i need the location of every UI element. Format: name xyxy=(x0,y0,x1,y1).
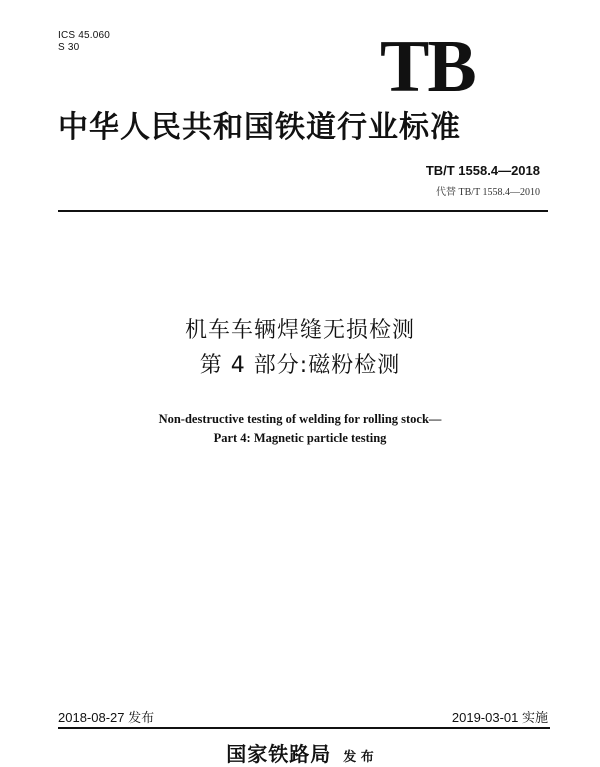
replaces-standard: 代替 TB/T 1558.4—2010 xyxy=(436,187,540,198)
tb-logo: TB xyxy=(380,26,475,108)
issuer-block xyxy=(0,738,600,767)
issue-date: 2018-08-27 发布 xyxy=(58,710,155,725)
document-title-chinese-line2: 第 4 部分:磁粉检测 xyxy=(199,353,401,378)
document-title-chinese-line1: 机车车辆焊缝无损检测 xyxy=(184,318,415,343)
issuer-name: 国家铁路局 xyxy=(226,742,332,766)
document-title-english-line1: Non-destructive testing of welding for rolling stock— xyxy=(158,412,442,426)
ics-code: ICS 45.060 xyxy=(58,30,111,41)
document-title-english-line2: Part 4: Magnetic particle testing xyxy=(213,431,387,445)
ccs-code: S 30 xyxy=(58,42,80,53)
header-divider xyxy=(58,210,548,212)
standard-number: TB/T 1558.4—2018 xyxy=(425,163,540,178)
classification-codes xyxy=(58,30,110,54)
implementation-date: 2019-03-01 实施 xyxy=(451,710,548,725)
standard-category-title: 中华人民共和国铁道行业标准 xyxy=(58,110,461,145)
footer-divider xyxy=(58,727,550,729)
issuer-suffix: 发 布 xyxy=(343,750,374,765)
